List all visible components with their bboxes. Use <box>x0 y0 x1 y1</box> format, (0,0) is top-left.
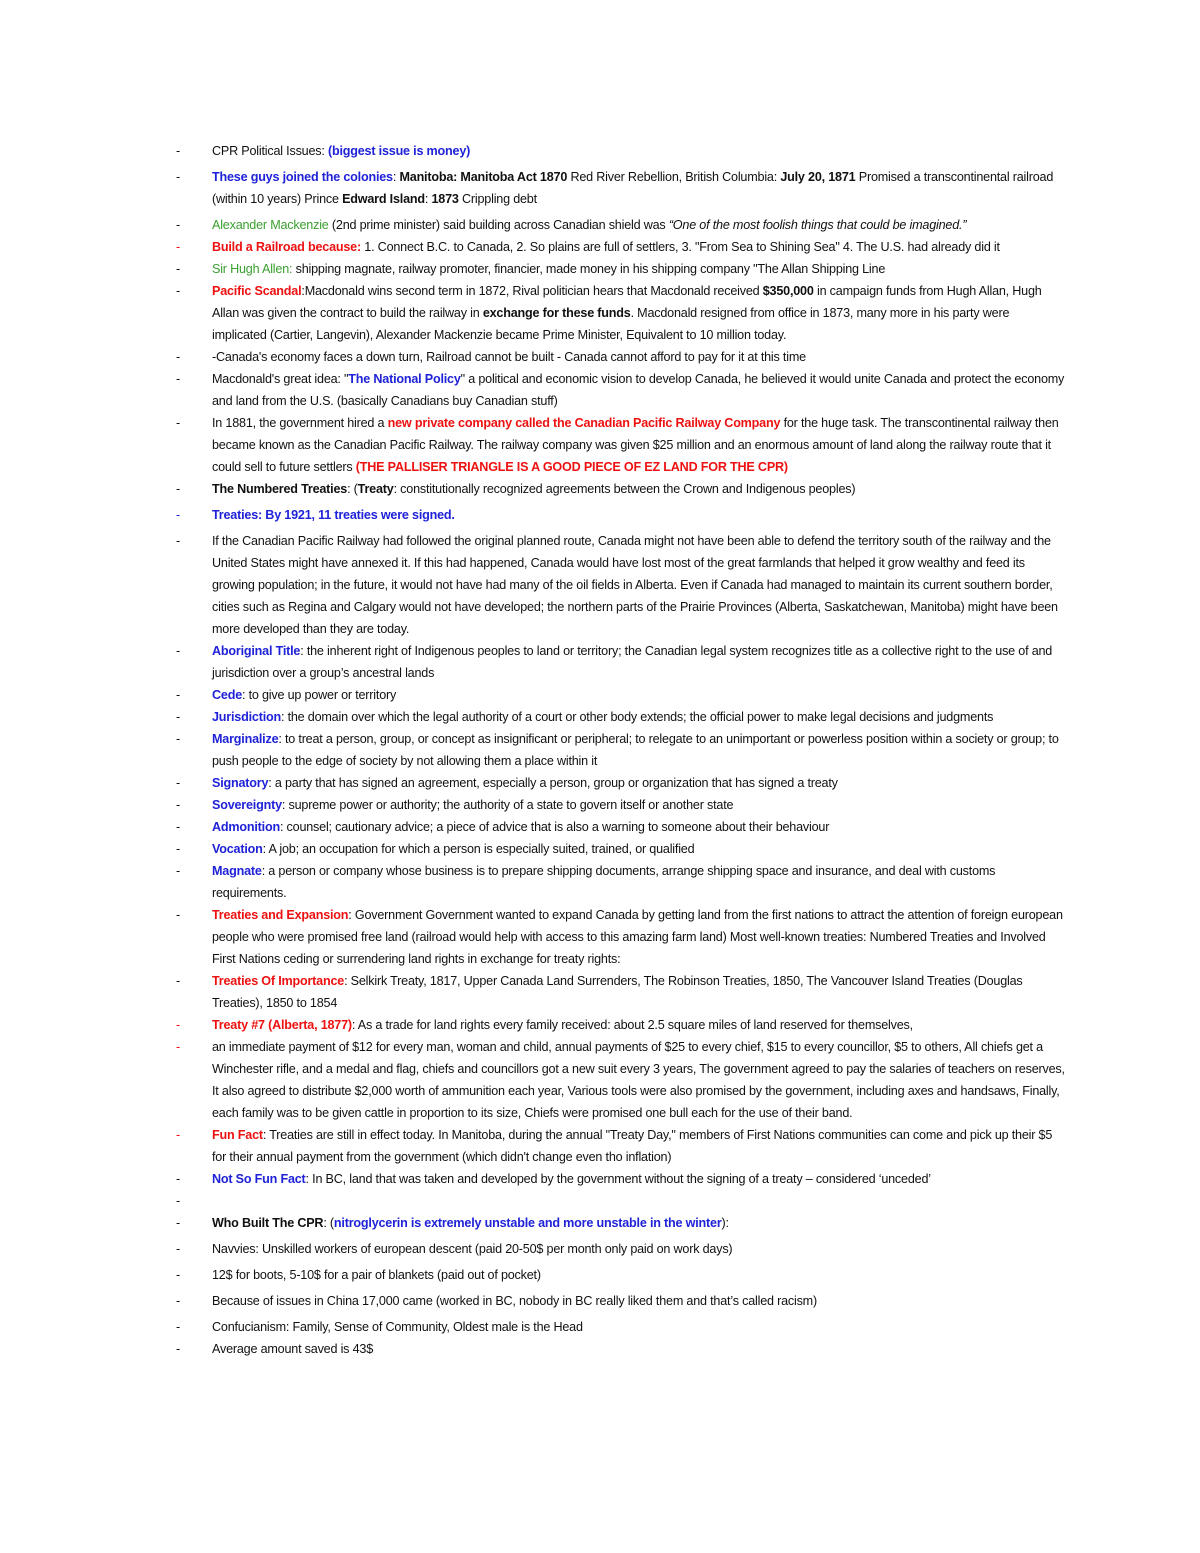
bullet-dash: - <box>176 284 180 298</box>
bullet-dash: - <box>176 416 180 430</box>
note-item <box>176 504 1066 526</box>
note-text: (2nd prime minister) said building across Canadian shield was <box>328 218 669 232</box>
note-item <box>176 214 1066 236</box>
note-text: : supreme power or authority; the authority of a state to govern itself or another state <box>281 798 734 812</box>
note-keyword: July 20, 1871 <box>780 170 856 184</box>
note-text: : Government Government wanted to expand Canada by getting land from the first nations to attract the attention of foreign european people who were promised free land (railroad would help with access to this amazing farm land) Most well-known treaties: Numbered Treaties and Involved First Nations ceding or surrendering land rights in exchange for treaty rights: <box>212 908 1063 966</box>
note-text: in campaign funds from Hugh Allan, Hugh Allan was given the contract to build the railway in <box>212 284 1042 320</box>
note-text: : As a trade for land rights every family received: about 2.5 square miles of land reserved for themselves, <box>351 1018 913 1032</box>
note-keyword: Cede <box>212 688 242 702</box>
note-keyword: Edward Island <box>342 192 425 206</box>
bullet-dash: - <box>176 1040 180 1054</box>
note-item <box>176 280 1066 346</box>
note-item <box>176 1316 1066 1338</box>
note-text: Promised a transcontinental railroad (within 10 years) Prince <box>212 170 1054 206</box>
note-keyword: Alexander Mackenzie <box>212 218 329 232</box>
note-text: an immediate payment of $12 for every man, woman and child, annual payments of $25 to every chief, $15 to every councillor, $5 to others, All chiefs get a Winchester rifle, and a medal and flag, chiefs and councillors got a new suit every 3 years, The government agreed to pay the salaries of teachers on reserves, It also agreed to distribute $2,000 worth of ammunition each year, Various tools were also promised by the government, including axes and handsaws, Finally, each family was to be given cattle in proportion to its size, Chiefs were promised one bull each for the use of their band. <box>212 1040 1065 1120</box>
bullet-dash: - <box>176 1342 180 1356</box>
note-item <box>176 1124 1066 1168</box>
note-item <box>176 478 1066 500</box>
bullet-dash: - <box>176 350 180 364</box>
note-text: : a party that has signed an agreement, especially a person, group or organization that has signed a treaty <box>268 776 838 790</box>
notes-list <box>176 140 1066 1360</box>
bullet-dash: - <box>176 482 180 496</box>
note-text: In 1881, the government hired a <box>212 416 388 430</box>
bullet-dash: - <box>176 1194 180 1208</box>
note-item <box>176 1036 1066 1124</box>
note-text: " a political and economic vision to develop Canada, he believed it would unite Canada and protect the economy and land from the U.S. (basically Canadians buy Canadian stuff) <box>212 372 1065 408</box>
note-item <box>176 1264 1066 1286</box>
note-text: : <box>392 170 400 184</box>
note-text: 12$ for boots, 5-10$ for a pair of blankets (paid out of pocket) <box>212 1268 541 1282</box>
note-keyword: Treaties: By 1921, 11 treaties were signed. <box>212 508 455 522</box>
bullet-dash: - <box>176 170 180 184</box>
note-keyword: exchange for these funds <box>482 306 631 320</box>
note-item <box>176 412 1066 478</box>
note-text: Macdonald's great idea: " <box>212 372 349 386</box>
note-keyword: Magnate <box>212 864 262 878</box>
note-item <box>176 816 1066 838</box>
note-text: : to give up power or territory <box>242 688 397 702</box>
note-keyword: Build a Railroad because: <box>212 240 361 254</box>
note-item <box>176 530 1066 640</box>
note-keyword: Aboriginal Title <box>212 644 301 658</box>
bullet-dash: - <box>176 1242 180 1256</box>
note-text: Confucianism: Family, Sense of Community, Oldest male is the Head <box>212 1320 583 1334</box>
bullet-dash: - <box>176 1128 180 1142</box>
bullet-dash: - <box>176 688 180 702</box>
bullet-dash: - <box>176 1268 180 1282</box>
note-text: : to treat a person, group, or concept as insignificant or peripheral; to relegate to an unimportant or powerless position within a society or group; to push people to the edge of society by not allowing them a place within it <box>212 732 1059 768</box>
note-keyword: Sir Hugh Allen: <box>212 262 293 276</box>
note-keyword: Fun Fact <box>212 1128 263 1142</box>
bullet-dash: - <box>176 534 180 548</box>
note-text: : A job; an occupation for which a person is especially suited, trained, or qualified <box>262 842 695 856</box>
note-keyword: Treaties and Expansion <box>212 908 349 922</box>
note-text: for the huge task. The transcontinental railway then became known as the Canadian Pacific Railway. The railway company was given $25 million and an enormous amount of land along the railway route that it could sell to future settlers <box>212 416 1059 474</box>
bullet-dash: - <box>176 820 180 834</box>
bullet-dash: - <box>176 864 180 878</box>
note-text: Red River Rebellion, British Columbia: <box>567 170 781 184</box>
note-text: : a person or company whose business is to prepare shipping documents, arrange shipping space and insurance, and deal with customs requirements. <box>212 864 996 900</box>
note-keyword: Signatory <box>212 776 269 790</box>
note-keyword: Vocation <box>212 842 263 856</box>
bullet-dash: - <box>176 842 180 856</box>
note-item <box>176 904 1066 970</box>
bullet-dash: - <box>176 262 180 276</box>
note-item <box>176 838 1066 860</box>
note-text: :Macdonald wins second term in 1872, Rival politician hears that Macdonald received <box>301 284 763 298</box>
note-keyword: Marginalize <box>212 732 279 746</box>
note-keyword: Treaty #7 (Alberta, 1877) <box>212 1018 352 1032</box>
note-item <box>176 346 1066 368</box>
bullet-dash: - <box>176 1216 180 1230</box>
bullet-dash: - <box>176 240 180 254</box>
note-text: : the inherent right of Indigenous peoples to land or territory; the Canadian legal system recognizes title as a collective right to the use of and jurisdiction over a group’s ancestral lands <box>212 644 1053 680</box>
bullet-dash: - <box>176 1294 180 1308</box>
note-text: : ( <box>323 1216 334 1230</box>
note-item <box>176 684 1066 706</box>
bullet-dash: - <box>176 710 180 724</box>
note-text: Crippling debt <box>458 192 537 206</box>
note-keyword: “One of the most foolish things that could be imagined.” <box>668 218 967 232</box>
note-item <box>176 970 1066 1014</box>
note-item <box>176 1212 1066 1234</box>
note-item <box>176 1290 1066 1312</box>
note-text: : Treaties are still in effect today. In Manitoba, during the annual "Treaty Day," members of First Nations communities can come and pick up their $5 for their annual payment from the government (which didn't change even tho inflation) <box>212 1128 1053 1164</box>
note-item <box>176 1190 1066 1212</box>
note-keyword: The Numbered Treaties <box>212 482 348 496</box>
note-item <box>176 860 1066 904</box>
note-text: : ( <box>347 482 358 496</box>
note-keyword: Jurisdiction <box>212 710 281 724</box>
bullet-dash: - <box>176 974 180 988</box>
bullet-dash: - <box>176 1320 180 1334</box>
note-text: : constitutionally recognized agreements between the Crown and Indigenous peoples) <box>393 482 856 496</box>
note-text: shipping magnate, railway promoter, financier, made money in his shipping company "The Allan Shipping Line <box>292 262 886 276</box>
note-text: : <box>424 192 432 206</box>
note-keyword: Admonition <box>212 820 280 834</box>
bullet-dash: - <box>176 776 180 790</box>
note-keyword: 1873 <box>431 192 459 206</box>
bullet-dash: - <box>176 1018 180 1032</box>
note-text: : Selkirk Treaty, 1817, Upper Canada Land Surrenders, The Robinson Treaties, 1850, The Vancouver Island Treaties (Douglas Treaties), 1850 to 1854 <box>212 974 1023 1010</box>
bullet-dash: - <box>176 644 180 658</box>
note-text: : In BC, land that was taken and developed by the government without the signing of a treaty – considered ‘unceded’ <box>305 1172 931 1186</box>
bullet-dash: - <box>176 372 180 386</box>
note-keyword: Who Built The CPR <box>212 1216 324 1230</box>
note-item <box>176 258 1066 280</box>
note-item <box>176 772 1066 794</box>
note-item <box>176 1014 1066 1036</box>
note-item <box>176 1238 1066 1260</box>
note-item <box>176 794 1066 816</box>
bullet-dash: - <box>176 144 180 158</box>
note-text: Average amount saved is 43$ <box>212 1342 373 1356</box>
note-item <box>176 166 1066 210</box>
note-item <box>176 236 1066 258</box>
note-text: Because of issues in China 17,000 came (worked in BC, nobody in BC really liked them and that’s called racism) <box>212 1294 817 1308</box>
note-text: 1. Connect B.C. to Canada, 2. So plains are full of settlers, 3. "From Sea to Shining Sea" 4. The U.S. had already did it <box>360 240 1000 254</box>
note-keyword: new private company called the Canadian Pacific Railway Company <box>387 416 781 430</box>
note-keyword: Pacific Scandal <box>212 284 302 298</box>
note-item <box>176 1168 1066 1190</box>
note-keyword: $350,000 <box>762 284 814 298</box>
note-item <box>176 706 1066 728</box>
note-keyword: Not So Fun Fact <box>212 1172 306 1186</box>
note-text: If the Canadian Pacific Railway had followed the original planned route, Canada might not have been able to defend the territory south of the railway and the United States might have annexed it. If this had happened, Canada would have lost most of the great farmlands that helped it grow wealthy and feed its growing population; in the future, it would not have had many of the oil fields in Alberta. Even if Canada had managed to maintain its current southern border, cities such as Regina and Calgary would not have developed; the northern parts of the Prairie Provinces (Alberta, Saskatchewan, Manitoba) might have been more developed than they are today. <box>212 534 1058 636</box>
note-item <box>176 1338 1066 1360</box>
note-keyword: Sovereignty <box>212 798 282 812</box>
note-text: ): <box>721 1216 729 1230</box>
bullet-dash: - <box>176 798 180 812</box>
bullet-dash: - <box>176 908 180 922</box>
bullet-dash: - <box>176 1172 180 1186</box>
bullet-dash: - <box>176 218 180 232</box>
note-keyword: These guys joined the colonies <box>212 170 393 184</box>
note-item <box>176 728 1066 772</box>
note-keyword: (biggest issue is money) <box>327 144 471 158</box>
note-text: -Canada's economy faces a down turn, Railroad cannot be built - Canada cannot afford to pay for it at this time <box>212 350 806 364</box>
bullet-dash: - <box>176 508 180 522</box>
note-item <box>176 640 1066 684</box>
note-keyword: (THE PALLISER TRIANGLE IS A GOOD PIECE OF EZ LAND FOR THE CPR) <box>355 460 788 474</box>
note-text: : the domain over which the legal authority of a court or other body extends; the official power to make legal decisions and judgments <box>280 710 994 724</box>
note-text: CPR Political Issues: <box>212 144 328 158</box>
note-item <box>176 368 1066 412</box>
note-keyword: The National Policy <box>348 372 461 386</box>
note-keyword: nitroglycerin is extremely unstable and more unstable in the winter <box>333 1216 722 1230</box>
note-text: Navvies: Unskilled workers of european descent (paid 20-50$ per month only paid on work days) <box>212 1242 733 1256</box>
note-keyword: Treaties Of Importance <box>212 974 345 988</box>
note-item <box>176 140 1066 162</box>
bullet-dash: - <box>176 732 180 746</box>
note-keyword: Manitoba: Manitoba Act 1870 <box>399 170 568 184</box>
note-text: : counsel; cautionary advice; a piece of advice that is also a warning to someone about their behaviour <box>279 820 830 834</box>
note-keyword: Treaty <box>357 482 394 496</box>
note-text: . Macdonald resigned from office in 1873, many more in his party were implicated (Cartier, Langevin), Alexander Mackenzie became Prime Minister, Equivalent to 10 million today. <box>212 306 1010 342</box>
